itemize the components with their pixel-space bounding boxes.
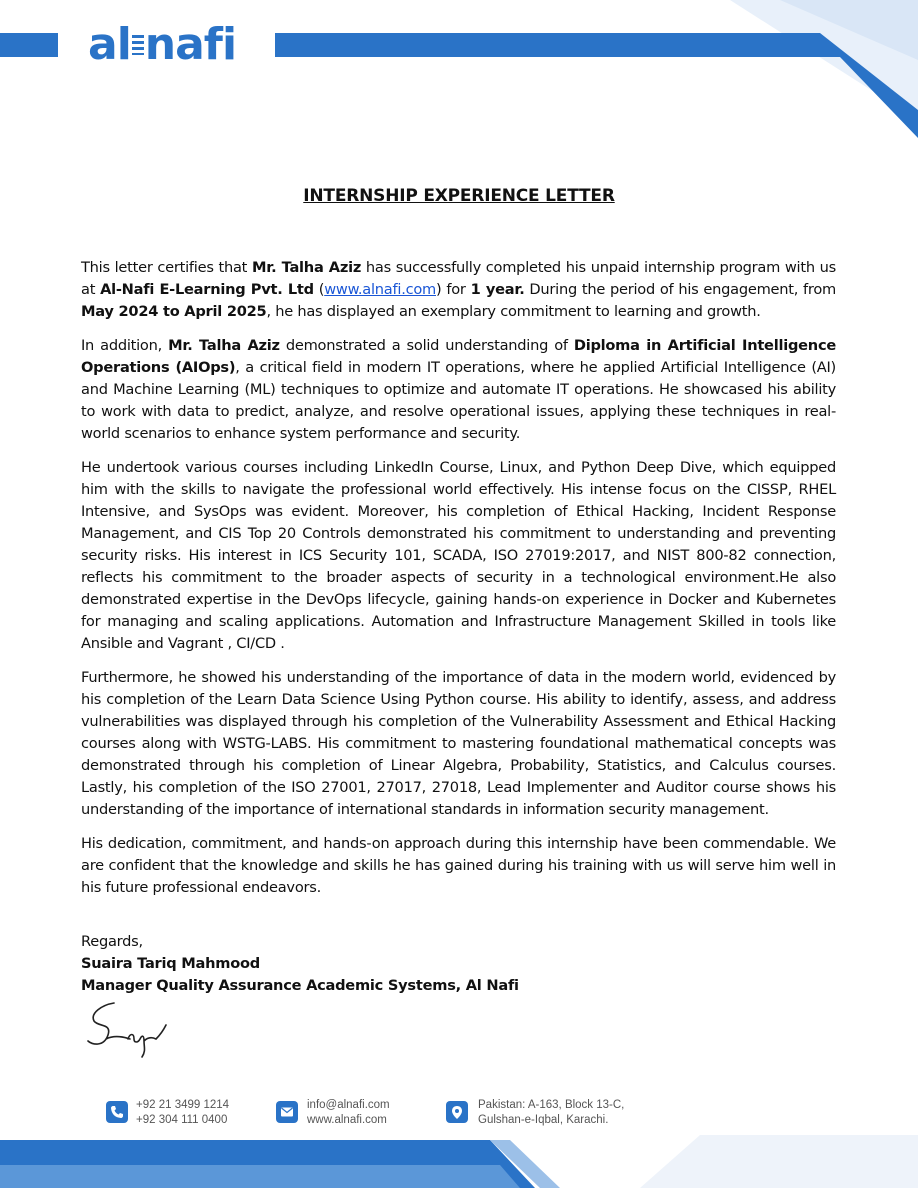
website[interactable]: www.alnafi.com <box>307 1114 387 1126</box>
period: May 2024 to April 2025 <box>81 303 267 320</box>
phone-2[interactable]: +92 304 111 0400 <box>136 1114 228 1126</box>
text: ) for <box>436 281 471 298</box>
mail-icon-box <box>276 1101 298 1123</box>
phone-icon-box <box>106 1101 128 1123</box>
company-name: Al-Nafi E-Learning Pvt. Ltd <box>100 281 314 298</box>
address <box>478 1098 624 1128</box>
signer-name: Suaira Tariq Mahmood <box>81 955 260 972</box>
logo-prefix: al <box>88 19 131 70</box>
text: demonstrated a solid understanding of <box>279 337 574 354</box>
paragraph-2 <box>81 335 836 445</box>
letter-body <box>81 257 836 911</box>
text: This letter certifies that <box>81 259 252 276</box>
paragraph-3: He undertook various courses including LinkedIn Course, Linux, and Python Deep Dive, which equipped him with the skills to navigate the professional world effectively. His intense focus on the CISSP, RHEL Intensive, and SysOps was evident. Moreover, his completion of Ethical Hacking, Incident Response Management, and CIS Top 20 Controls demonstrated his commitment to understanding and preventing security risks. His interest in ICS Security 101, SCADA, ISO 27019:2017, and NIST 800-82 connection, reflects his commitment to the broader aspects of security in a technological environment.He also demonstrated expertise in the DevOps lifecycle, gaining hands-on experience in Docker and Kubernetes for managing and scaling applications. Automation and Infrastructure Management Skilled in tools like Ansible and Vagrant , CI/CD . <box>81 459 836 652</box>
signer-title: Manager Quality Assurance Academic Systems, Al Nafi <box>81 977 519 994</box>
phone-1[interactable]: +92 21 3499 1214 <box>136 1099 230 1111</box>
phone-icon <box>110 1105 124 1119</box>
intern-name: Mr. Talha Aziz <box>168 337 280 354</box>
text: ( <box>313 281 325 298</box>
phone-numbers <box>136 1098 229 1128</box>
letter-title: INTERNSHIP EXPERIENCE LETTER <box>303 186 615 206</box>
location-icon-box <box>446 1101 468 1123</box>
duration: 1 year. <box>470 281 525 298</box>
diploma-name: Diploma in Artificial Intelligence Operations (AIOps) <box>81 337 836 376</box>
footer-decoration <box>0 1125 918 1188</box>
email-web <box>307 1098 390 1128</box>
address-line-2: Gulshan-e-Iqbal, Karachi. <box>478 1114 609 1126</box>
alnafi-logo <box>88 20 236 70</box>
text: , he has displayed an exemplary commitment to learning and growth. <box>266 303 761 320</box>
logo-suffix: nafi <box>144 19 237 70</box>
website-link[interactable]: www.alnafi.com <box>324 281 436 298</box>
closing-block <box>81 931 519 997</box>
email[interactable]: info@alnafi.com <box>307 1099 390 1111</box>
paragraph-4: Furthermore, he showed his understanding of the importance of data in the modern world, evidenced by his completion of the Learn Data Science Using Python course. His ability to identify, assess, and address vulnerabilities was displayed through his completion of the Vulnerability Assessment and Ethical Hacking courses along with WSTG-LABS. His commitment to mastering foundational mathematical concepts was demonstrated through his completion of Linear Algebra, Probability, Statistics, and Calculus courses. Lastly, his completion of the ISO 27001, 27017, 27018, Lead Implementer and Auditor course shows his understanding of the importance of international standards in information security management. <box>81 669 836 818</box>
regards: Regards, <box>81 933 143 950</box>
location-icon <box>451 1105 463 1120</box>
mail-icon <box>280 1106 294 1118</box>
text: In addition, <box>81 337 169 354</box>
signature <box>84 995 169 1065</box>
paragraph-5: His dedication, commitment, and hands-on approach during this internship have been commendable. We are confident that the knowledge and skills he has gained during his training with us will serve him well in his future professional endeavors. <box>81 835 836 896</box>
text: During the period of his engagement, from <box>524 281 836 298</box>
address-line-1: Pakistan: A-163, Block 13-C, <box>478 1099 625 1111</box>
text: has successfully completed his unpaid internship program with us at <box>81 259 836 298</box>
logo-bars-icon <box>132 35 144 55</box>
paragraph-1 <box>81 257 836 323</box>
intern-name: Mr. Talha Aziz <box>251 259 362 276</box>
text: , a critical field in modern IT operations, where he applied Artificial Intelligence (AI) and Machine Learning (ML) techniques to optimize and automate IT operations. He showcased his ability to work with data to predict, analyze, and resolve operational issues, applying these techniques in real-world scenarios to enhance system performance and security. <box>81 359 837 442</box>
